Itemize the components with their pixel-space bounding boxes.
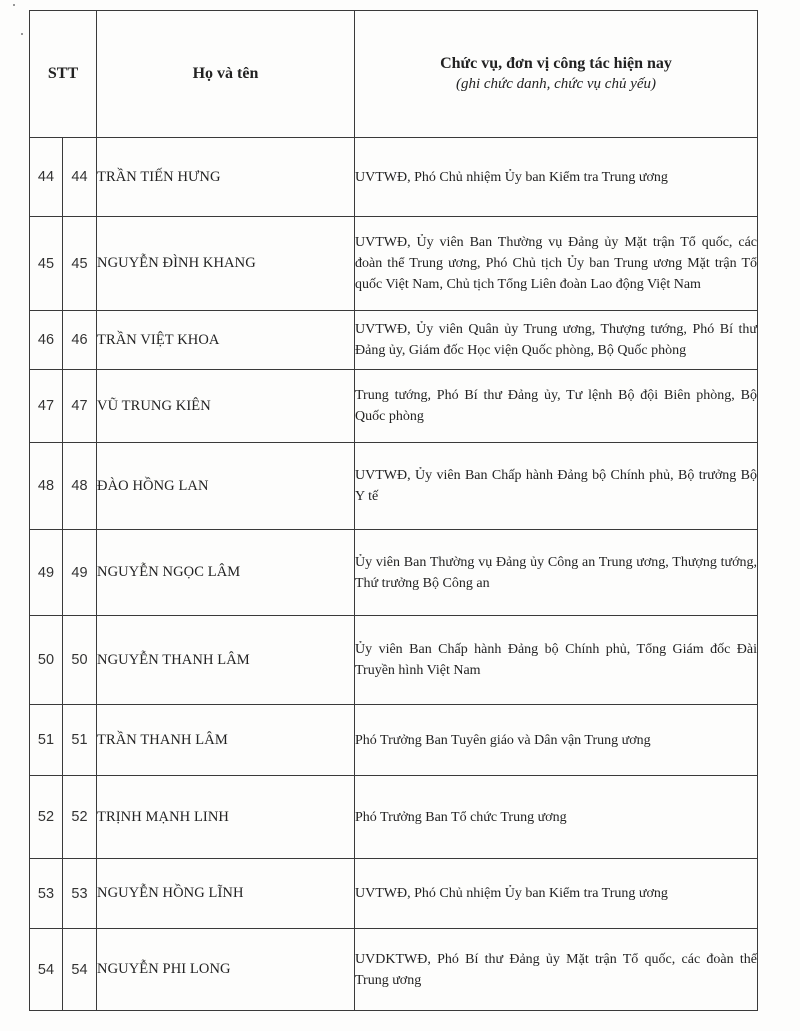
position-cell: UVTWĐ, Phó Chủ nhiệm Ủy ban Kiểm tra Trung ương [355,859,758,929]
stt-cell: 46 [30,311,63,370]
stt-cell: 51 [30,705,63,776]
table-row [30,217,758,311]
table-row [30,443,758,530]
name-cell: NGUYỄN THANH LÂM [97,616,355,705]
header-name: Họ và tên [97,11,355,138]
table-row [30,370,758,443]
stt-sub-cell: 47 [63,370,97,443]
name-cell: NGUYỄN NGỌC LÂM [97,530,355,616]
table-row [30,311,758,370]
name-cell: NGUYỄN HỒNG LĨNH [97,859,355,929]
position-cell: UVDKTWĐ, Phó Bí thư Đảng ủy Mặt trận Tổ quốc, các đoàn thể Trung ương [355,929,758,1011]
stt-cell: 49 [30,530,63,616]
name-cell: TRẦN VIỆT KHOA [97,311,355,370]
table-header-row [30,11,758,138]
position-cell: UVTWĐ, Ủy viên Ban Thường vụ Đảng ủy Mặt trận Tổ quốc, các đoàn thể Trung ương, Phó Chủ tịch Ủy ban Trung ương Mặt trận Tổ quốc Việt Nam, Chủ tịch Tổng Liên đoàn Lao động Việt Nam [355,217,758,311]
table-row [30,929,758,1011]
stt-sub-cell: 51 [63,705,97,776]
stt-sub-cell: 53 [63,859,97,929]
stt-cell: 47 [30,370,63,443]
stt-cell: 50 [30,616,63,705]
position-cell: Phó Trưởng Ban Tuyên giáo và Dân vận Trung ương [355,705,758,776]
name-cell: TRẦN TIẾN HƯNG [97,138,355,217]
name-cell: NGUYỄN PHI LONG [97,929,355,1011]
stt-sub-cell: 49 [63,530,97,616]
stt-cell: 44 [30,138,63,217]
stt-sub-cell: 52 [63,776,97,859]
table-row [30,859,758,929]
header-position-title: Chức vụ, đơn vị công tác hiện nay [440,55,672,72]
name-cell: ĐÀO HỒNG LAN [97,443,355,530]
stt-cell: 52 [30,776,63,859]
stt-cell: 53 [30,859,63,929]
scan-speck [21,33,23,35]
stt-sub-cell: 46 [63,311,97,370]
stt-cell: 54 [30,929,63,1011]
position-cell: UVTWĐ, Phó Chủ nhiệm Ủy ban Kiểm tra Trung ương [355,138,758,217]
stt-sub-cell: 48 [63,443,97,530]
table-row [30,530,758,616]
position-cell: Ủy viên Ban Chấp hành Đảng bộ Chính phủ, Tổng Giám đốc Đài Truyền hình Việt Nam [355,616,758,705]
table-row [30,138,758,217]
position-cell: UVTWĐ, Ủy viên Ban Chấp hành Đảng bộ Chính phủ, Bộ trưởng Bộ Y tế [355,443,758,530]
stt-cell: 48 [30,443,63,530]
stt-sub-cell: 54 [63,929,97,1011]
table-row [30,776,758,859]
position-cell: Phó Trưởng Ban Tổ chức Trung ương [355,776,758,859]
position-cell: Trung tướng, Phó Bí thư Đảng ủy, Tư lệnh Bộ đội Biên phòng, Bộ Quốc phòng [355,370,758,443]
position-cell: UVTWĐ, Ủy viên Quân ủy Trung ương, Thượng tướng, Phó Bí thư Đảng ủy, Giám đốc Học viện Quốc phòng, Bộ Quốc phòng [355,311,758,370]
table-row [30,705,758,776]
candidate-table [29,10,758,1011]
name-cell: VŨ TRUNG KIÊN [97,370,355,443]
stt-sub-cell: 45 [63,217,97,311]
header-stt: STT [30,11,97,138]
stt-sub-cell: 50 [63,616,97,705]
name-cell: TRẦN THANH LÂM [97,705,355,776]
position-cell: Ủy viên Ban Thường vụ Đảng ủy Công an Trung ương, Thượng tướng, Thứ trưởng Bộ Công an [355,530,758,616]
name-cell: TRỊNH MẠNH LINH [97,776,355,859]
scan-speck [13,4,15,6]
stt-sub-cell: 44 [63,138,97,217]
table-row [30,616,758,705]
name-cell: NGUYỄN ĐÌNH KHANG [97,217,355,311]
header-position-note: (ghi chức danh, chức vụ chủ yếu) [455,76,657,92]
header-position [355,11,758,138]
stt-cell: 45 [30,217,63,311]
